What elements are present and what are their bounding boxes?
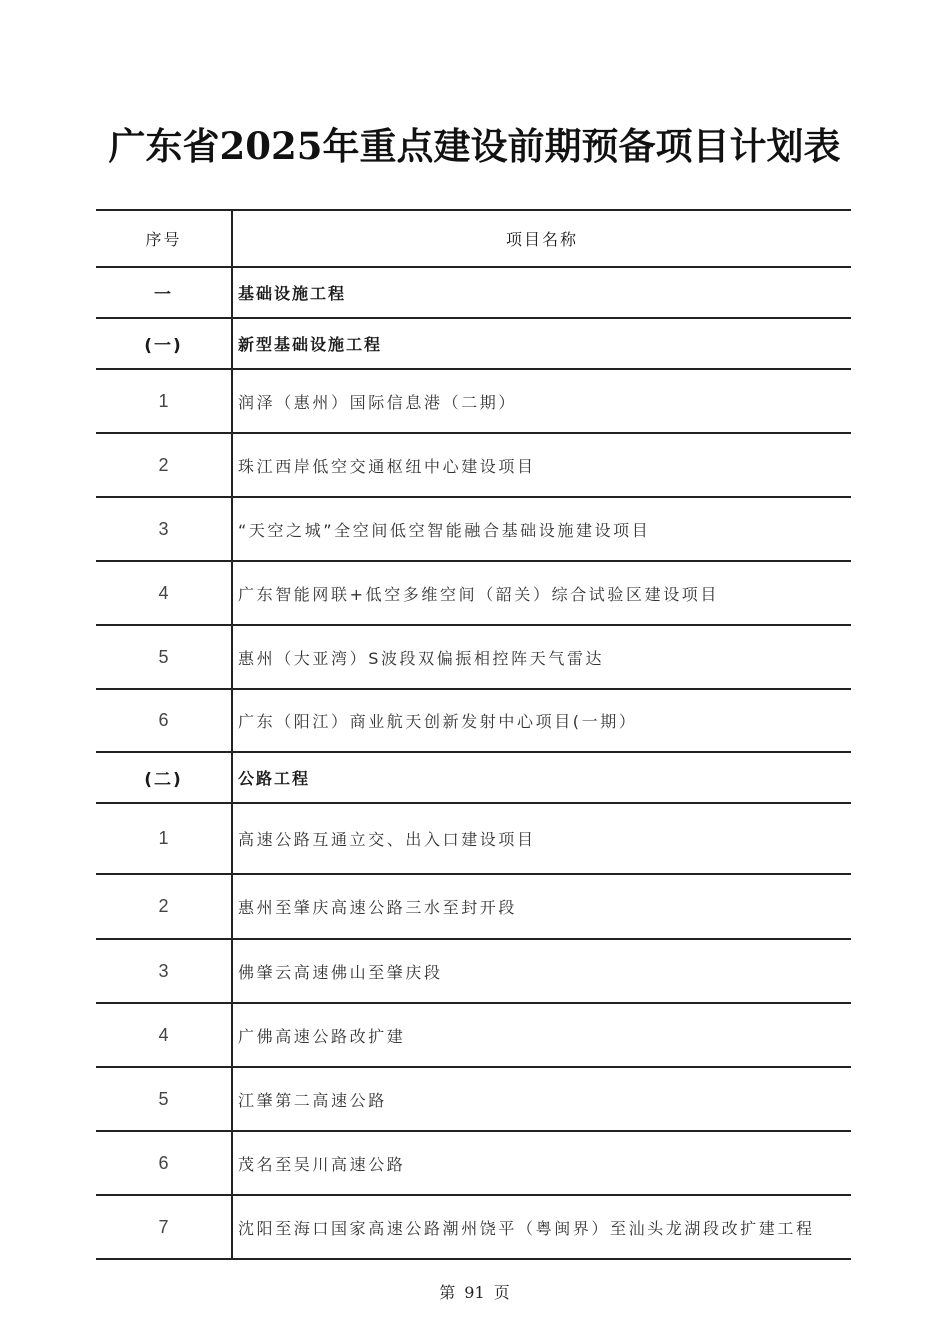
project-name: “天空之城”全空间低空智能融合基础设施建设项目: [238, 520, 651, 540]
section-row: [96, 753, 851, 804]
row-number: 4: [96, 1004, 233, 1066]
column-header-project-name: 项目名称: [505, 230, 578, 249]
project-name: 沈阳至海口国家高速公路潮州饶平（粤闽界）至汕头龙湖段改扩建工程: [238, 1218, 815, 1238]
section-row: [96, 319, 851, 370]
row-number: 5: [96, 626, 233, 688]
project-name: 惠州（大亚湾）S波段双偏振相控阵天气雷达: [238, 648, 605, 668]
table-row: [96, 690, 851, 753]
table-row: [96, 940, 851, 1004]
project-name: 润泽（惠州）国际信息港（二期）: [238, 392, 518, 412]
project-name: 广东智能网联+低空多维空间（韶关）综合试验区建设项目: [238, 584, 720, 604]
section-title: 新型基础设施工程: [238, 335, 383, 354]
table-row: [96, 1196, 851, 1260]
section-row: [96, 268, 851, 319]
project-name: 广佛高速公路改扩建: [238, 1026, 406, 1046]
row-number: 3: [96, 940, 233, 1002]
section-title: 公路工程: [238, 769, 311, 788]
table-row: [96, 370, 851, 434]
table-row: [96, 434, 851, 498]
column-header-number: 序号: [96, 211, 233, 266]
row-number: 5: [96, 1068, 233, 1130]
section-number: 一: [96, 268, 233, 317]
project-name: 佛肇云高速佛山至肇庆段: [238, 962, 443, 982]
page-title: 广东省2025年重点建设前期预备项目计划表: [108, 124, 841, 168]
section-title: 基础设施工程: [238, 284, 347, 303]
row-number: 6: [96, 690, 233, 751]
table-row: [96, 804, 851, 875]
row-number: 1: [96, 370, 233, 432]
table-header-row: [96, 211, 851, 268]
row-number: 3: [96, 498, 233, 560]
table-body: [96, 268, 851, 1260]
project-name: 惠州至肇庆高速公路三水至封开段: [238, 898, 518, 917]
table-row: [96, 1004, 851, 1068]
row-number: 4: [96, 562, 233, 624]
table-row: [96, 562, 851, 626]
row-number: 2: [96, 875, 233, 938]
table-row: [96, 875, 851, 940]
row-number: 1: [96, 804, 233, 873]
row-number: 6: [96, 1132, 233, 1194]
project-name: 高速公路互通立交、出入口建设项目: [238, 830, 536, 849]
project-name: 茂名至吴川高速公路: [238, 1154, 406, 1174]
table-row: [96, 1132, 851, 1196]
page-number: 第 91 页: [439, 1283, 510, 1302]
section-number: (一): [96, 319, 233, 368]
row-number: 7: [96, 1196, 233, 1258]
project-name: 广东（阳江）商业航天创新发射中心项目(一期）: [238, 712, 638, 731]
project-name: 珠江西岸低空交通枢纽中心建设项目: [238, 456, 536, 476]
table-row: [96, 498, 851, 562]
project-name: 江肇第二高速公路: [238, 1090, 387, 1110]
table-row: [96, 1068, 851, 1132]
table-row: [96, 626, 851, 690]
section-number: (二): [96, 753, 233, 802]
row-number: 2: [96, 434, 233, 496]
project-table: [96, 209, 851, 1260]
